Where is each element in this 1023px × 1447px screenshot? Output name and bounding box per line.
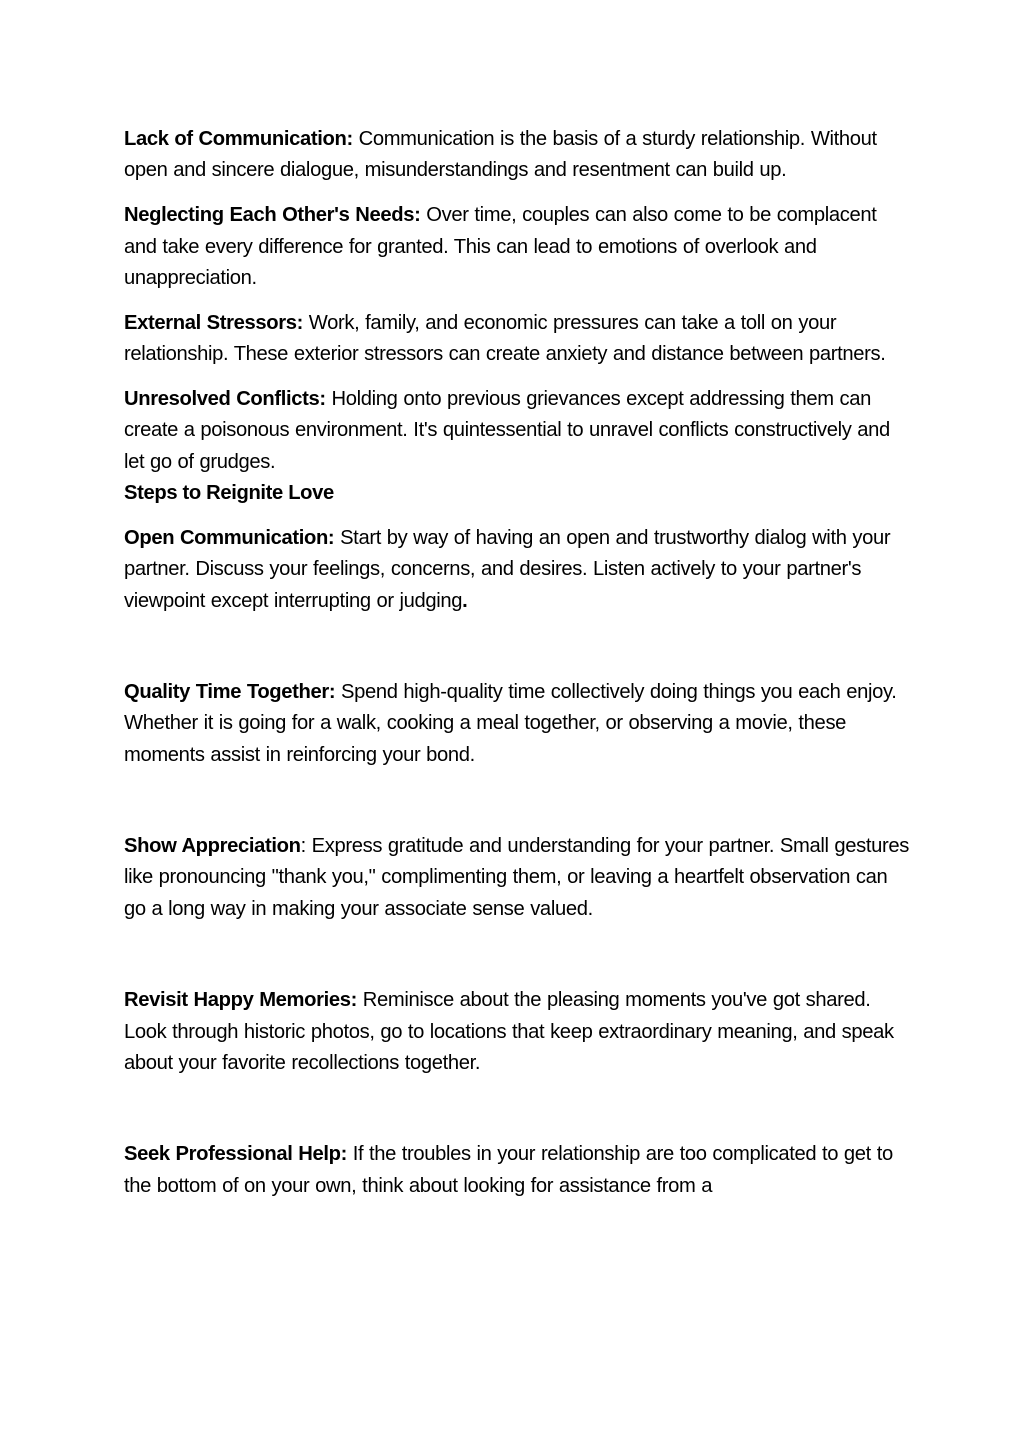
- step-show-appreciation: [124, 831, 914, 925]
- step-revisit-memories: [124, 985, 914, 1079]
- step-text: Start by way of having an open and trustworthy dialog with your partner. Discuss your feelings, concerns, and desires. Listen actively to your partner's viewpoint except interrupting or judging: [124, 527, 891, 612]
- paragraph-unresolved-conflicts: [124, 384, 914, 478]
- paragraph-lack-of-communication: [124, 124, 914, 187]
- step-end-punctuation: .: [462, 589, 468, 612]
- step-open-communication: [124, 523, 914, 617]
- paragraph-label: External Stressors:: [124, 311, 303, 334]
- section-heading: Steps to Reignite Love: [124, 482, 334, 505]
- step-label: Open Communication:: [124, 527, 335, 550]
- step-text: If the troubles in your relationship are too complicated to get to the bottom of on your own, think about looking for assistance from a: [124, 1143, 893, 1197]
- step-label: Quality Time Together:: [124, 681, 336, 704]
- step-text: Reminisce about the pleasing moments you've got shared. Look through historic photos, go to locations that keep extraordinary meaning, and speak about your favorite recollections together.: [124, 989, 894, 1074]
- document-page: [124, 124, 914, 1202]
- paragraph-neglecting-needs: [124, 200, 914, 294]
- step-label: Seek Professional Help:: [124, 1143, 347, 1166]
- paragraph-label: Lack of Communication:: [124, 128, 353, 150]
- paragraph-text: Holding onto previous grievances except addressing them can create a poisonous environment. It's quintessential to unravel conflicts constructively and let go of grudges.: [124, 388, 890, 473]
- paragraph-label: Unresolved Conflicts:: [124, 388, 326, 411]
- paragraph-external-stressors: [124, 308, 914, 371]
- step-text: Spend high-quality time collectively doing things you each enjoy. Whether it is going for a walk, cooking a meal together, or observing a movie, these moments assist in reinforcing your bond.: [124, 681, 897, 766]
- paragraph-text: Work, family, and economic pressures can take a toll on your relationship. These exterior stressors can create anxiety and distance between partners.: [124, 311, 886, 366]
- paragraph-label: Neglecting Each Other's Needs:: [124, 204, 421, 227]
- step-seek-help: [124, 1139, 914, 1202]
- step-quality-time: [124, 677, 914, 771]
- paragraph-text: Communication is the basis of a sturdy relationship. Without open and sincere dialogue, misunderstandings and resentment can build up.: [124, 128, 877, 182]
- step-label: Show Appreciation: [124, 835, 301, 858]
- step-label: Revisit Happy Memories:: [124, 989, 358, 1012]
- paragraph-text: Over time, couples can also come to be complacent and take every difference for granted. This can lead to emotions of overlook and unappreciation.: [124, 204, 877, 289]
- step-text: : Express gratitude and understanding for your partner. Small gestures like pronouncing "thank you," complimenting them, or leaving a heartfelt observation can go a long way in making your associate sense valued.: [124, 835, 910, 920]
